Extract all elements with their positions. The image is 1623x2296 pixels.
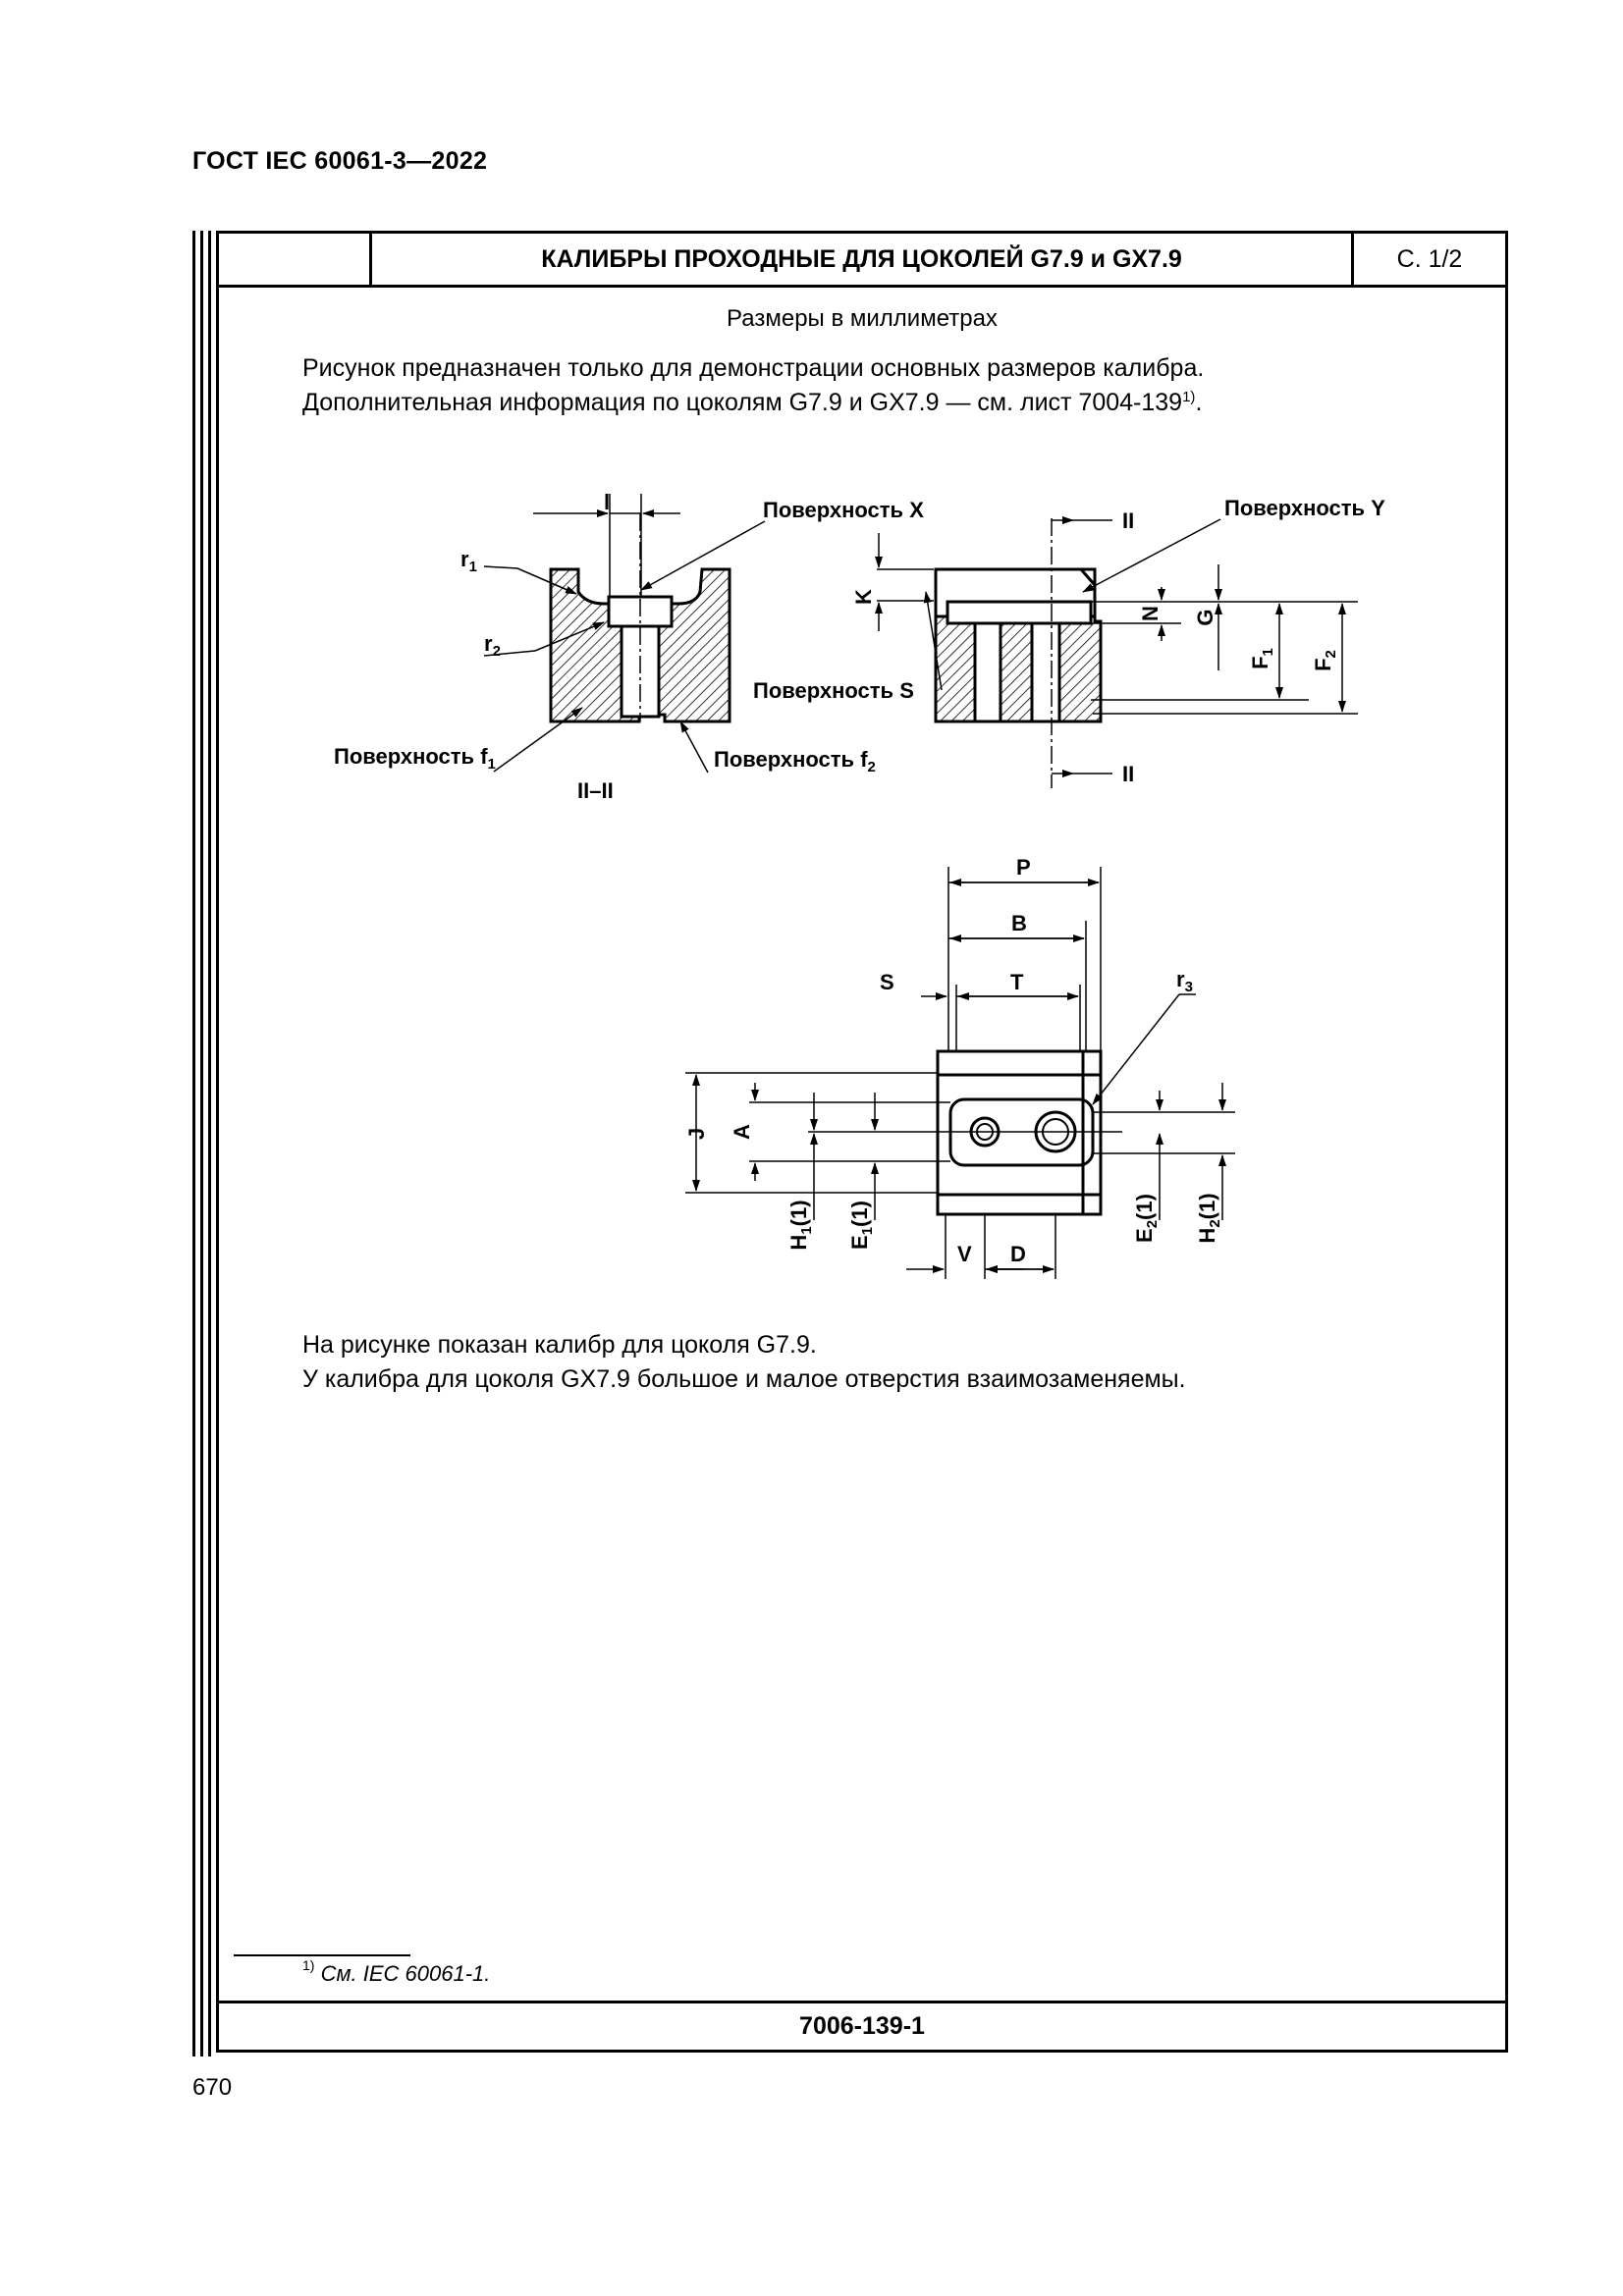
sheet-title: КАЛИБРЫ ПРОХОДНЫЕ ДЛЯ ЦОКОЛЕЙ G7.9 и GX7.9	[372, 234, 1354, 285]
note-line-1: На рисунке показан калибр для цоколя G7.9.	[302, 1331, 817, 1359]
margin-rule	[192, 231, 195, 2056]
surface-f1-label: Поверхность $f_1$	[334, 744, 496, 773]
intro-line-1: Рисунок предназначен только для демонстрации основных размеров калибра.	[302, 354, 1205, 382]
section-mark-bottom: II	[1122, 762, 1135, 786]
sheet-page: С. 1/2	[1396, 244, 1463, 273]
dim-h2-label: $H_2(1)$	[1195, 1193, 1223, 1244]
dim-j-label: J	[684, 1127, 709, 1141]
surface-f2-label: Поверхность $f_2$	[714, 747, 876, 775]
section-label: II–II	[577, 778, 614, 803]
note-line-2: У калибра для цоколя GX7.9 большое и малое отверстия взаимозаменяемы.	[302, 1365, 1186, 1393]
footnote: $^{1)}$ См. IEC 60061-1.	[302, 1957, 491, 1986]
surface-x-label: Поверхность X	[763, 498, 924, 522]
dim-d-label: D	[1010, 1242, 1026, 1266]
dim-n-label: N	[1138, 606, 1163, 621]
margin-rule	[200, 231, 203, 2056]
dim-l-label: l	[604, 490, 611, 514]
dim-e1-label: $E_1(1)$	[847, 1201, 876, 1250]
footnote-separator	[234, 1954, 410, 1956]
dim-r3-label: $r_3$	[1176, 967, 1193, 995]
dim-b-label: B	[1011, 911, 1027, 935]
sheet-number: 7006-139-1	[219, 2001, 1505, 2050]
dim-a-label: A	[730, 1124, 754, 1140]
dim-g-label: G	[1193, 609, 1217, 626]
units-note: Размеры в миллиметрах	[727, 305, 998, 332]
dim-r2-label: $r_2$	[484, 631, 501, 660]
dim-f1-label: $F_1$	[1248, 648, 1276, 669]
dim-r1-label: $r_1$	[460, 547, 477, 575]
dim-s-label: S	[880, 970, 894, 994]
note-paragraph	[302, 1328, 1186, 1397]
page-number: 670	[192, 2074, 233, 2101]
dim-v-label: V	[957, 1242, 972, 1266]
sheet-frame	[216, 231, 1508, 2053]
dim-t-label: T	[1010, 970, 1024, 994]
dim-k-label: K	[851, 589, 876, 605]
section-mark-top: II	[1122, 508, 1135, 533]
section-view	[551, 513, 730, 721]
side-view	[936, 518, 1101, 788]
front-view	[938, 1051, 1101, 1214]
intro-line-2: Дополнительная информация по цоколям G7.9 и GX7.9 — см. лист 7004-139$^{1)}$.	[302, 389, 1203, 416]
dim-p-label: P	[1016, 855, 1031, 880]
dim-h1-label: $H_1(1)$	[786, 1200, 815, 1251]
margin-rule	[208, 231, 211, 2056]
document-header: ГОСТ IEC 60061-3—2022	[192, 147, 488, 175]
dim-e2-label: $E_2(1)$	[1132, 1194, 1161, 1243]
footnote-ref: 1)	[1182, 389, 1196, 405]
surface-s-label: Поверхность S	[753, 678, 914, 703]
gauge-drawing	[219, 234, 1505, 2001]
dim-f2-label: $F_2$	[1311, 650, 1339, 671]
surface-y-label: Поверхность Y	[1224, 496, 1385, 520]
